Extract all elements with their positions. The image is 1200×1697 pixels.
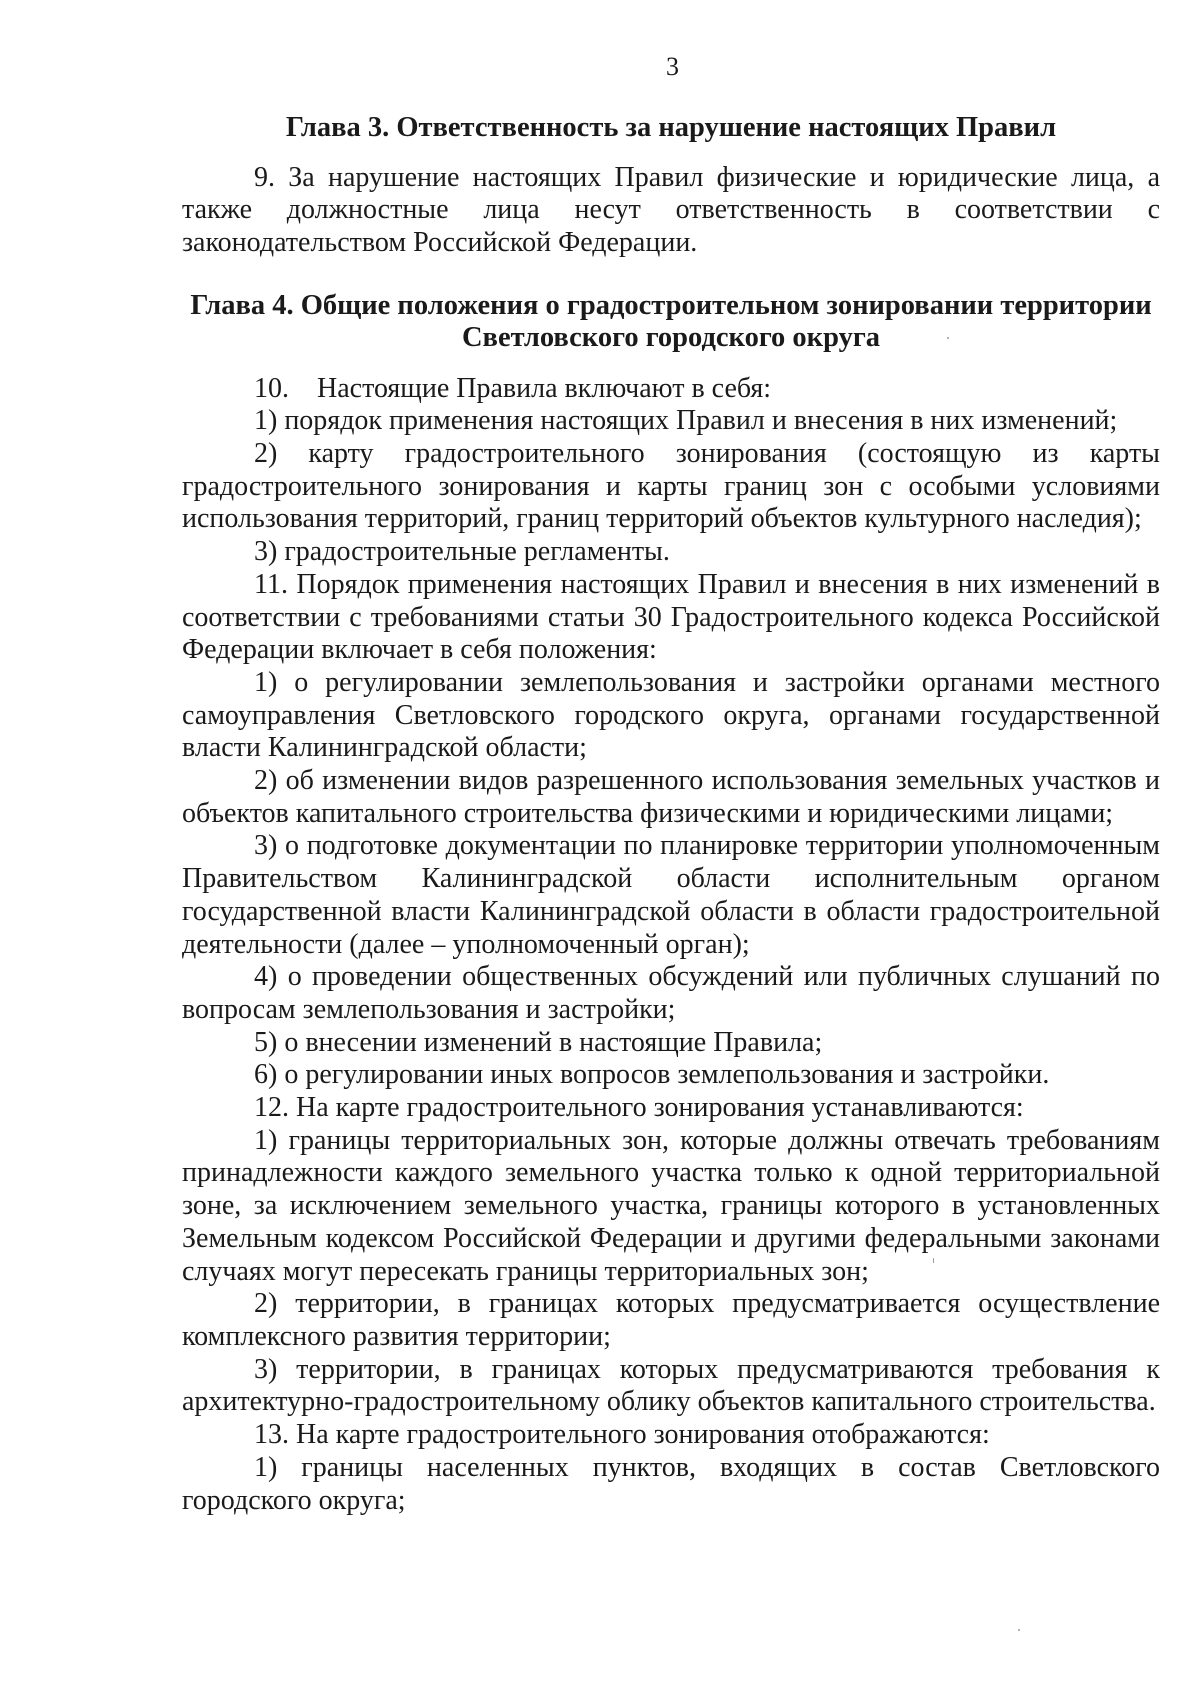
page-number: 3 <box>666 52 679 81</box>
paragraph-12-item-3: 3) территории, в границах которых предусматриваются требования к архитектурно-градостроительному облику объектов капитального строительства. <box>182 1353 1160 1418</box>
paragraph-11-item-3: 3) о подготовке документации по планировке территории уполномоченным Правительством Калининградской области исполнительным органом государственной власти Калининградской области в области градостроительной деятельности (далее – уполномоченный орган); <box>182 830 1160 960</box>
paragraph-10: 10. Настоящие Правила включают в себя: <box>254 372 772 404</box>
chapter-4-title-line-2: Светловского городского округа <box>461 322 881 354</box>
document-body <box>182 112 1160 1517</box>
paragraph-11: 11. Порядок применения настоящих Правил и внесения в них изменений в соответствии с требованиями статьи 30 Градостроительного кодекса Российской Федерации включает в себя положения: <box>182 568 1160 666</box>
chapter-4-title <box>182 290 1160 355</box>
chapter-3-title: Глава 3. Ответственность за нарушение настоящих Правил <box>285 112 1057 143</box>
chapter-4-title-line-1: Глава 4. Общие положения о градостроительном зонировании территории <box>190 289 1152 321</box>
paragraph-12-item-1: 1) границы территориальных зон, которые должны отвечать требованиям принадлежности каждого земельного участка только к одной территориальной зоне, за исключением земельного участка, границы которого в установленных Земельным кодексом Российской Федерации и другими федеральными законами случаях могут пересекать границы территориальных зон; <box>182 1124 1160 1287</box>
paragraph-12: 12. На карте градостроительного зонирования устанавливаются: <box>254 1092 1024 1124</box>
scan-speck <box>933 1258 934 1263</box>
paragraph-10-item-2: 2) карту градостроительного зонирования (состоящую из карты градостроительного зонирования и карты границ зон с особыми условиями использования территорий, границ территорий объектов культурного наследия); <box>182 438 1160 535</box>
paragraph-12-item-2: 2) территории, в границах которых предусматривается осуществление комплексного развития территории; <box>182 1288 1160 1352</box>
scan-speck <box>947 337 949 339</box>
paragraph-11-item-2: 2) об изменении видов разрешенного использования земельных участков и объектов капитального строительства физическими и юридическими лицами; <box>182 765 1160 829</box>
paragraph-11-item-1: 1) о регулировании землепользования и застройки органами местного самоуправления Светловского городского округа, органами государственной власти Калининградской области; <box>182 666 1160 764</box>
paragraph-11-item-6: 6) о регулировании иных вопросов землепользования и застройки. <box>254 1059 1050 1091</box>
scan-speck <box>1018 1629 1020 1631</box>
paragraph-10-item-1: 1) порядок применения настоящих Правил и внесения в них изменений; <box>254 405 1118 437</box>
paragraph-11-item-5: 5) о внесении изменений в настоящие Правила; <box>254 1026 823 1058</box>
paragraph-13-item-1: 1) границы населенных пунктов, входящих в состав Светловского городского округа; <box>182 1451 1160 1516</box>
paragraph-9: 9. За нарушение настоящих Правил физические и юридические лица, а также должностные лица несут ответственность в соответствии с законодательством Российской Федерации. <box>182 161 1160 258</box>
paragraph-11-item-4: 4) о проведении общественных обсуждений или публичных слушаний по вопросам землепользования и застройки; <box>182 961 1160 1025</box>
paragraph-10-item-3: 3) градостроительные регламенты. <box>254 536 670 568</box>
paragraph-13: 13. На карте градостроительного зонирования отображаются: <box>254 1419 990 1451</box>
